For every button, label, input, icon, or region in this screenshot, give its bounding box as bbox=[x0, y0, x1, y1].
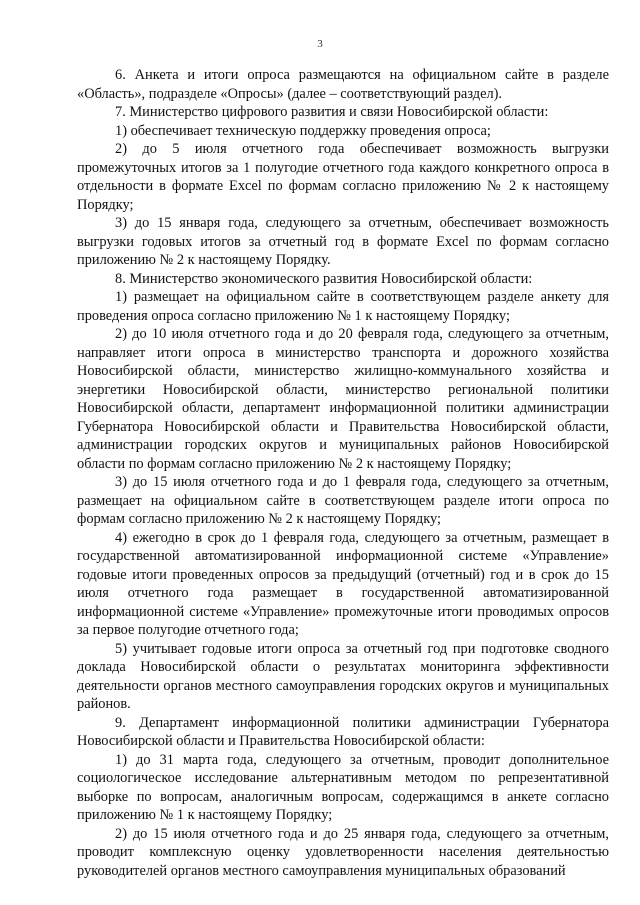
paragraph-8-item-1: 1) размещает на официальном сайте в соответствующем разделе анкету для проведения опроса согласно приложению № 1 к настоящему Порядку; bbox=[77, 289, 609, 324]
paragraph-8-item-2: 2) до 10 июля отчетного года и до 20 февраля года, следующего за отчетным, направляет итоги опроса в министерство транспорта и дорожного хозяйства Новосибирской области, министерство жилищно-коммунального хозяйства и энергетики Новосибирской области, министерство региональной политики Новосибирской области, департамент информационной политики администрации Губернатора Новосибирской области и Правительства Новосибирской области, администрации городских округов и муниципальных районов Новосибирской области по формам согласно приложению № 2 к настоящему Порядку; bbox=[77, 326, 609, 472]
paragraph-7: 7. Министерство цифрового развития и связи Новосибирской области: bbox=[115, 104, 549, 120]
page-number: 3 bbox=[317, 38, 323, 50]
body-text bbox=[77, 66, 609, 880]
paragraph-9: 9. Департамент информационной политики администрации Губернатора Новосибирской области и Правительства Новосибирской области: bbox=[77, 714, 609, 749]
paragraph-8-item-5: 5) учитывает годовые итоги опроса за отчетный год при подготовке сводного доклада Новосибирской области о результатах мониторинга эффективности деятельности органов местного самоуправления городских округов и муниципальных районов. bbox=[77, 640, 609, 712]
paragraph-7-item-2: 2) до 5 июля отчетного года обеспечивает возможность выгрузки промежуточных итогов за 1 полугодие отчетного года каждого конкретного опроса в отдельности в формате Excel по формам согласно приложению № 2 к настоящему Порядку; bbox=[77, 141, 609, 213]
paragraph-8-item-4: 4) ежегодно в срок до 1 февраля года, следующего за отчетным, размещает в государственной автоматизированной информационной системе «Управление» годовые итоги проведенных опросов за предыдущий (отчетный) год и в срок до 15 июля отчетного года размещает в государственной автоматизированной информационной системе «Управление» промежуточные итоги проводимых опросов за первое полугодие отчетного года; bbox=[77, 529, 609, 638]
paragraph-7-item-3: 3) до 15 января года, следующего за отчетным, обеспечивает возможность выгрузки годовых итогов за отчетный год в формате Excel по формам согласно приложению № 2 к настоящему Порядку. bbox=[77, 215, 609, 268]
paragraph-6: 6. Анкета и итоги опроса размещаются на официальном сайте в разделе «Область», подразделе «Опросы» (далее – соответствующий раздел). bbox=[77, 67, 609, 102]
paragraph-8-item-3: 3) до 15 июля отчетного года и до 1 февраля года, следующего за отчетным, размещает на официальном сайте в соответствующем разделе итоги опроса по формам согласно приложению № 2 к настоящему Порядку; bbox=[77, 474, 609, 527]
paragraph-8: 8. Министерство экономического развития Новосибирской области: bbox=[115, 270, 533, 287]
paragraph-9-item-1: 1) до 31 марта года, следующего за отчетным, проводит дополнительное социологическое исследование альтернативным методом по репрезентативной выборке по вопросам, аналогичным вопросам, содержащимся в анкете согласно приложению № 1 к настоящему Порядку; bbox=[77, 751, 609, 823]
paragraph-9-item-2: 2) до 15 июля отчетного года и до 25 января года, следующего за отчетным, проводит комплексную оценку удовлетворенности населения деятельностью руководителей органов местного самоуправления муниципальных образований bbox=[77, 825, 609, 879]
paragraph-7-item-1: 1) обеспечивает техническую поддержку проведения опроса; bbox=[115, 122, 491, 139]
